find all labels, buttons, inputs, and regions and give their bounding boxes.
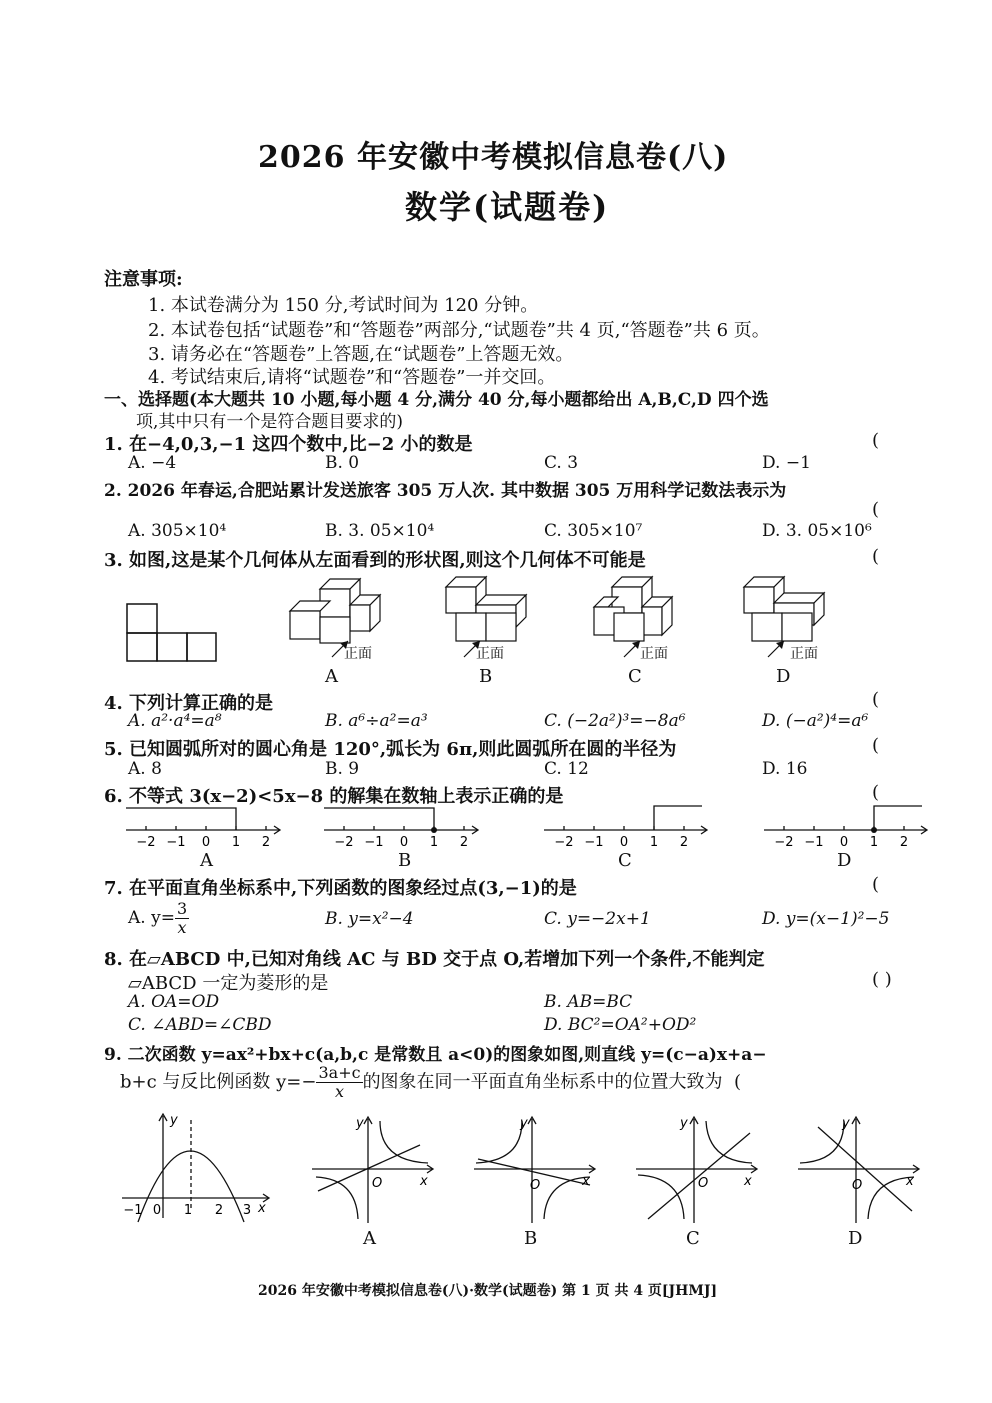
tick-label: 0 (399, 835, 409, 850)
note-item-3: 3. 请务必在“答题卷”上答题,在“试题卷”上答题无效。 (148, 344, 574, 365)
q1-option-a: A. −4 (128, 453, 177, 473)
left-view-figure (120, 590, 230, 670)
fraction (175, 900, 189, 937)
q6-label-c: C (618, 850, 632, 871)
answer-paren: ( (872, 782, 880, 803)
numerator: 3a+c (318, 1063, 361, 1082)
axis-x-label: x (258, 1201, 266, 1216)
q2-option-b: B. 3. 05×10⁴ (325, 521, 435, 541)
q2-option-d: D. 3. 05×10⁶ (762, 521, 872, 541)
origin-label: O (852, 1178, 863, 1193)
tick-label: 1 (429, 835, 439, 850)
question-8-stem-cont: ▱ABCD 一定为菱形的是 (128, 973, 329, 994)
front-label-d: 正面 (790, 646, 818, 662)
tick-label: 0 (839, 835, 849, 850)
q8-option-b: B. AB=BC (544, 992, 633, 1012)
graph-c (632, 1115, 762, 1225)
question-7-stem: 7. 在平面直角坐标系中,下列函数的图象经过点(3,−1)的是 (104, 878, 577, 899)
tick-label: −2 (136, 835, 156, 850)
tick-label: −2 (774, 835, 794, 850)
q8-option-d: D. BC²=OA²+OD² (544, 1015, 697, 1035)
axis-x-label: x (906, 1174, 914, 1189)
tick-label: 1 (231, 835, 241, 850)
q8-option-c: C. ∠ABD=∠CBD (128, 1015, 272, 1035)
page-title: 2026 年安徽中考模拟信息卷(八) (258, 140, 729, 175)
tick-label: −2 (334, 835, 354, 850)
q3-label-d: D (776, 666, 791, 687)
tick-label: −1 (804, 835, 824, 850)
q5-option-c: C. 12 (544, 759, 589, 779)
tick-label: 0 (152, 1203, 162, 1218)
numerator: 3 (176, 899, 188, 918)
denominator: x (177, 918, 187, 937)
answer-paren: ( (872, 874, 880, 895)
q6-label-b: B (398, 850, 412, 871)
q3-label-b: B (479, 666, 493, 687)
tick-label: 2 (214, 1203, 224, 1218)
q7-option-a (128, 900, 189, 937)
question-4-stem: 4. 下列计算正确的是 (104, 693, 274, 714)
q9-label-b: B (524, 1228, 538, 1249)
q4-option-d: D. (−a²)⁴=a⁶ (762, 711, 869, 731)
answer-paren: ( (872, 546, 880, 567)
axis-x-label: x (744, 1174, 752, 1189)
answer-paren: ( (872, 430, 880, 451)
q4-option-b: B. a⁶÷a²=a³ (325, 711, 428, 731)
answer-paren: ( (872, 689, 880, 710)
answer-paren: ( (872, 735, 880, 756)
q2-option-c: C. 305×10⁷ (544, 521, 643, 541)
front-label-b: 正面 (476, 646, 504, 662)
tick-label: 2 (459, 835, 469, 850)
q3-label-c: C (628, 666, 642, 687)
parabola-graph (118, 1110, 278, 1222)
q5-option-b: B. 9 (325, 759, 360, 779)
section-heading-cont: 项,其中只有一个是符合题目要求的) (136, 412, 404, 432)
tick-label: 2 (679, 835, 689, 850)
origin-label: O (698, 1176, 709, 1191)
q8-option-a: A. OA=OD (128, 992, 220, 1012)
q9-label-c: C (686, 1228, 700, 1249)
q3-label-a: A (325, 666, 338, 687)
q1-option-b: B. 0 (325, 453, 360, 473)
question-9-stem-cont: b+c 与反比例函数 y=− $\frac{3a+c}{x}$ 的图象在同一平面直角坐标系中的位置大致为 ( (120, 1063, 742, 1101)
tick-label: −1 (166, 835, 186, 850)
option-a-prefix: A. y= (128, 908, 175, 928)
q7-option-c: C. y=−2x+1 (544, 909, 651, 929)
q7-option-d: D. y=(x−1)²−5 (762, 909, 890, 929)
q4-option-c: C. (−2a²)³=−8a⁶ (544, 711, 686, 731)
q9-label-a: A (363, 1228, 376, 1249)
question-3-stem: 3. 如图,这是某个几何体从左面看到的形状图,则这个几何体不可能是 (104, 550, 646, 571)
page-subtitle: 数学(试题卷) (405, 188, 610, 226)
tick-label: −2 (554, 835, 574, 850)
q1-option-d: D. −1 (762, 453, 811, 473)
note-item-4: 4. 考试结束后,请将“试题卷”和“答题卷”一并交回。 (148, 367, 556, 388)
origin-label: O (530, 1178, 541, 1193)
question-6-stem: 6. 不等式 3(x−2)<5x−8 的解集在数轴上表示正确的是 (104, 786, 564, 807)
notes-heading: 注意事项: (104, 269, 183, 290)
question-5-stem: 5. 已知圆弧所对的圆心角是 120°,弧长为 6π,则此圆弧所在圆的半径为 (104, 739, 677, 760)
tick-label: 3 (242, 1203, 252, 1218)
cube-figure-a (280, 575, 390, 665)
q4-option-a: A. a²·a⁴=a⁸ (128, 711, 222, 731)
question-9-stem: 9. 二次函数 y=ax²+bx+c(a,b,c 是常数且 a<0)的图象如图,则直线 y=(c−a)x+a− (104, 1045, 767, 1065)
stem-part: b+c 与反比例函数 y=− (120, 1071, 317, 1093)
front-label-a: 正面 (344, 646, 372, 662)
q6-label-a: A (200, 850, 213, 871)
q9-label-d: D (848, 1228, 863, 1249)
answer-paren: ( (872, 499, 880, 520)
q5-option-a: A. 8 (128, 759, 162, 779)
q6-label-d: D (837, 850, 852, 871)
page-footer: 2026 年安徽中考模拟信息卷(八)·数学(试题卷) 第 1 页 共 4 页[JHMJ] (258, 1283, 718, 1299)
question-1-stem: 1. 在−4,0,3,−1 这四个数中,比−2 小的数是 (104, 434, 473, 455)
graph-b (470, 1115, 600, 1225)
tick-label: 0 (201, 835, 211, 850)
note-item-2: 2. 本试卷包括“试题卷”和“答题卷”两部分,“试题卷”共 4 页,“答题卷”共 6 页。 (148, 320, 770, 341)
stem-part: 的图象在同一平面直角坐标系中的位置大致为 (362, 1071, 723, 1093)
tick-label: 1 (649, 835, 659, 850)
q2-option-a: A. 305×10⁴ (128, 521, 227, 541)
tick-label: −1 (123, 1203, 143, 1218)
q7-option-b: B. y=x²−4 (325, 909, 414, 929)
q1-option-c: C. 3 (544, 453, 579, 473)
tick-label: −1 (364, 835, 384, 850)
graph-d (794, 1115, 924, 1225)
tick-label: 1 (869, 835, 879, 850)
axis-y-label: y (170, 1113, 178, 1128)
tick-label: 1 (183, 1203, 193, 1218)
axis-y-label: y (680, 1116, 688, 1131)
q5-option-d: D. 16 (762, 759, 808, 779)
axis-x-label: x (582, 1174, 590, 1189)
graph-a (308, 1115, 438, 1225)
question-8-stem: 8. 在▱ABCD 中,已知对角线 AC 与 BD 交于点 O,若增加下列一个条件,不能判定 (104, 949, 765, 970)
question-2-stem: 2. 2026 年春运,合肥站累计发送旅客 305 万人次. 其中数据 305 万用科学记数法表示为 (104, 481, 787, 501)
origin-label: O (372, 1176, 383, 1191)
tick-label: 2 (899, 835, 909, 850)
tick-label: 0 (619, 835, 629, 850)
tick-label: 2 (261, 835, 271, 850)
front-label-c: 正面 (640, 646, 668, 662)
section-heading: 一、选择题(本大题共 10 小题,每小题 4 分,满分 40 分,每小题都给出 A,B,C,D 四个选 (104, 390, 769, 410)
note-item-1: 1. 本试卷满分为 150 分,考试时间为 120 分钟。 (148, 295, 539, 316)
number-line-d (762, 800, 932, 852)
answer-paren: ( ) (872, 969, 892, 990)
axis-y-label: y (842, 1116, 850, 1131)
axis-y-label: y (356, 1116, 364, 1131)
tick-label: −1 (584, 835, 604, 850)
number-line-c (542, 800, 712, 852)
fraction (316, 1064, 362, 1101)
axis-x-label: x (420, 1174, 428, 1189)
axis-y-label: y (520, 1116, 528, 1131)
number-line-a (124, 800, 284, 852)
denominator: x (335, 1082, 345, 1101)
number-line-b (322, 800, 482, 852)
